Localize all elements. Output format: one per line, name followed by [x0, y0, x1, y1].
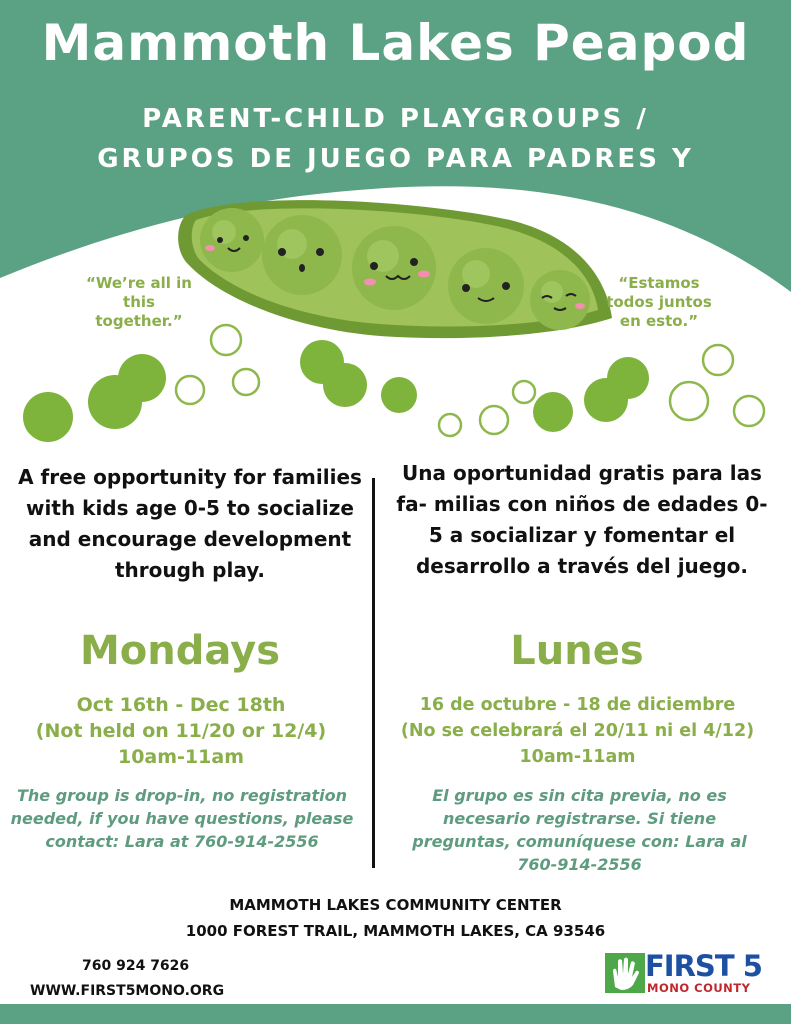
page-title: Mammoth Lakes Peapod	[41, 14, 750, 72]
logo-name: FIRST 5	[645, 949, 762, 983]
dropin-spanish: El grupo es sin cita previa, no es necesario registrarse. Si tiene preguntas, comuníquese con: Lara al 760-914-2556	[412, 786, 747, 874]
schedule-spanish-range: 16 de octubre - 18 de diciembre	[419, 695, 736, 715]
quote-english: “We’re all in this together.”	[86, 274, 192, 330]
schedule-spanish	[385, 692, 770, 770]
dropin-english: The group is drop-in, no registration needed, if you have questions, please contact: Lara at 760-914-2556	[10, 786, 354, 851]
day-spanish: Lunes	[510, 628, 644, 674]
schedule-english	[0, 692, 362, 770]
schedule-english-time: 10am-11am	[117, 746, 244, 768]
logo-subtitle: MONO COUNTY	[647, 981, 751, 995]
day-english: Mondays	[79, 628, 281, 674]
quote-spanish: “Estamos todos juntos en esto.”	[606, 274, 712, 330]
intro-spanish: Una oportunidad gratis para las fa- milias con niños de edades 0-5 a socializar y fomentar el desarrollo a través del juego.	[396, 461, 768, 578]
contact-phone: 760 924 7626	[82, 958, 190, 974]
schedule-spanish-time: 10am-11am	[519, 747, 636, 767]
schedule-spanish-exceptions: (No se celebrará el 20/11 ni el 4/12)	[400, 721, 755, 741]
location-address: 1000 FOREST TRAIL, MAMMOTH LAKES, CA 93546	[185, 922, 606, 940]
column-divider	[372, 478, 375, 868]
schedule-english-range: Oct 16th - Dec 18th	[76, 694, 286, 716]
subtitle-line-1: PARENT-CHILD PLAYGROUPS /	[142, 104, 649, 134]
location-name: MAMMOTH LAKES COMMUNITY CENTER	[229, 896, 562, 914]
subtitle-line-2: GRUPOS DE JUEGO PARA PADRES Y	[97, 144, 694, 174]
first5-logo	[605, 949, 765, 997]
hand-icon	[605, 953, 645, 993]
footer-bar	[0, 1004, 791, 1024]
schedule-english-exceptions: (Not held on 11/20 or 12/4)	[35, 720, 327, 742]
intro-english: A free opportunity for families with kids age 0-5 to socialize and encourage development through play.	[18, 465, 362, 582]
contact-website: WWW.FIRST5MONO.ORG	[30, 983, 225, 999]
